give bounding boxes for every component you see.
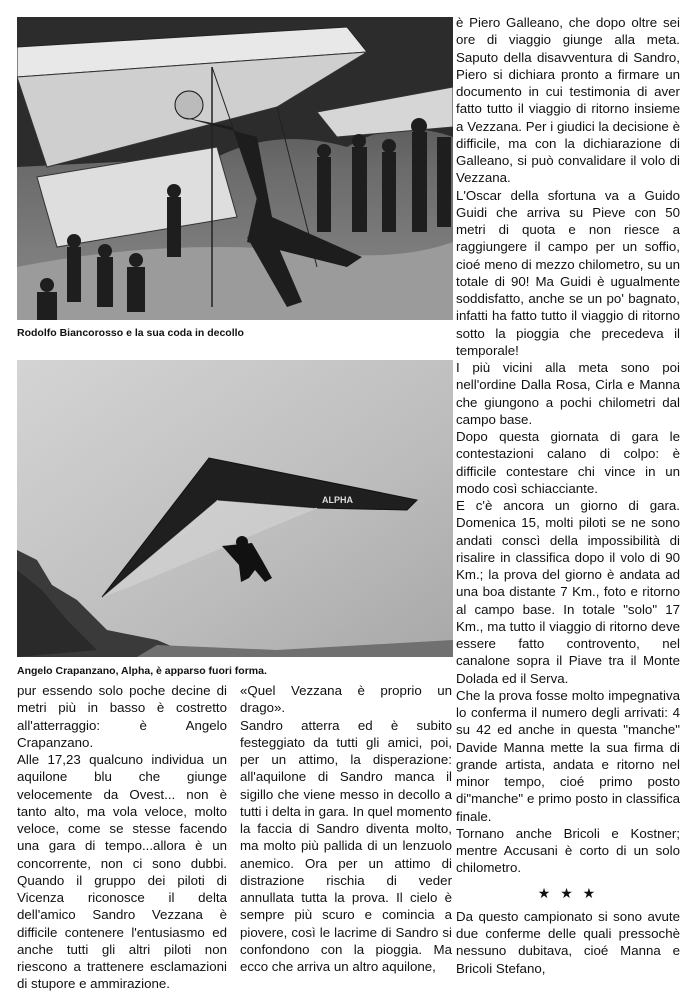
paragraph: I più vicini alla meta sono poi nell'ordine Dalla Rosa, Cirla e Manna che giungono a pochi chilometri dal campo base. [456,360,680,427]
paragraph: «Quel Vezzana è proprio un drago». [240,683,452,716]
paragraph: Che la prova fosse molto impegnativa lo conferma il numero degli arrivati: 4 su 42 ed anche in questa "manche" Davide Manna mette la sua firma di grande artista, andata e ritorno nel minor tempo, cioé primo posto di"manche" e primo posto in classifica finale. [456,687,680,824]
bottom-middle-column [240,682,452,975]
paragraph: Tornano anche Bricoli e Kostner; mentre Accusani è corto di un solo chilometro. [456,825,680,876]
paragraph: Da questo campionato si sono avute due conferme delle quali pressochè nessuno dubitava, cioé Manna e Bricoli Stefano, [456,908,680,976]
flight-scene-illustration [17,360,453,657]
glider-wing-text: ALPHA [322,495,353,505]
paragraph: Alle 17,23 qualcuno individua un aquilone blu che giunge velocemente da Ovest... non è tanto alto, ma vola veloce, molto veloce, come se stesse facendo una gara di tempo...allora è un concorrente, non ci sono dubbi. Quando il gruppo dei piloti di Vicenza riconosce il delta dell'amico Sandro Vezzana è difficile contenere l'entusiasmo ed anche tutti gli altri piloti non riescono a trattenere esclamazioni di stupore e ammirazione. [17,752,227,992]
paragraph: L'Oscar della sfortuna va a Guido Guidi che arriva su Pieve con 50 metri di quota e non riesce a raggiungere il campo per un soffio, cioé meno di mezzo chilometro, su un totale di 90! Ma Guidi è ugualmente soddisfatto, anche se un po' bagnato, infatti ha fatto tutto il viaggio di ritorno sotto la pioggia che precedeva il temporale! [456,187,680,358]
hang-glider-takeoff-photo [17,17,453,320]
paragraph: è Piero Galleano, che dopo oltre sei ore di viaggio giunge alla meta. Saputo della disavventura di Sandro, Piero si dichiara pronto a firmare un documento in cui testimonia di aver fatto tutto il viaggio di ritorno insieme a Vezzana. Per i giudici la decisione è difficile, ma con la dichiarazione di Galleano, si può convalidare il volo di Vezzana. [456,15,680,186]
paragraph: Dopo questa giornata di gara le contestazioni calano di colpo: è difficile contestare chi vince in un modo così schiacciante. [456,429,680,496]
paragraph: Sandro atterra ed è subito festeggiato da tutti gli amici, poi, per un attimo, la disperazione: all'aquilone di Sandro manca il sigillo che viene messo in decollo a tutti i delta in gara. In quel momento la faccia di Sandro diventa molto, ma molto più pallida di un lenzuolo anemico. Ora per un attimo di distrazione rischia di veder annullata tutta la prova. Il cielo è sempre più scuro e comincia a piovere, così le lacrime di Sandro si confondono con la pioggia. Ma ecco che arriva un altro aquilone, [240,717,452,974]
paragraph: pur essendo solo poche decine di metri più in basso è costretto all'atterraggio: è Angelo Crapanzano. [17,683,227,750]
takeoff-scene-illustration [17,17,453,320]
takeoff-photo-caption: Rodolfo Biancorosso e la sua coda in decollo [17,327,244,339]
section-divider-stars: ★ ★ ★ [537,884,599,901]
right-column [456,14,680,977]
hang-glider-flight-photo [17,360,453,657]
bottom-left-column [17,682,227,993]
flight-photo-caption: Angelo Crapanzano, Alpha, è apparso fuori forma. [17,665,267,677]
paragraph: E c'è ancora un giorno di gara. Domenica 15, molti piloti se ne sono andati conscì della impossibilità di risalire in classifica dopo il volo di 90 Km.; la prova del giorno è andata ad una boa distante 7 Km., foto e ritorno al campo base. In totale "solo" 17 Km., ma tutto il viaggio di ritorno deve essere fatto controvento, nel canalone sopra il Piave tra il Monte Dolada ed il Serva. [456,498,680,686]
